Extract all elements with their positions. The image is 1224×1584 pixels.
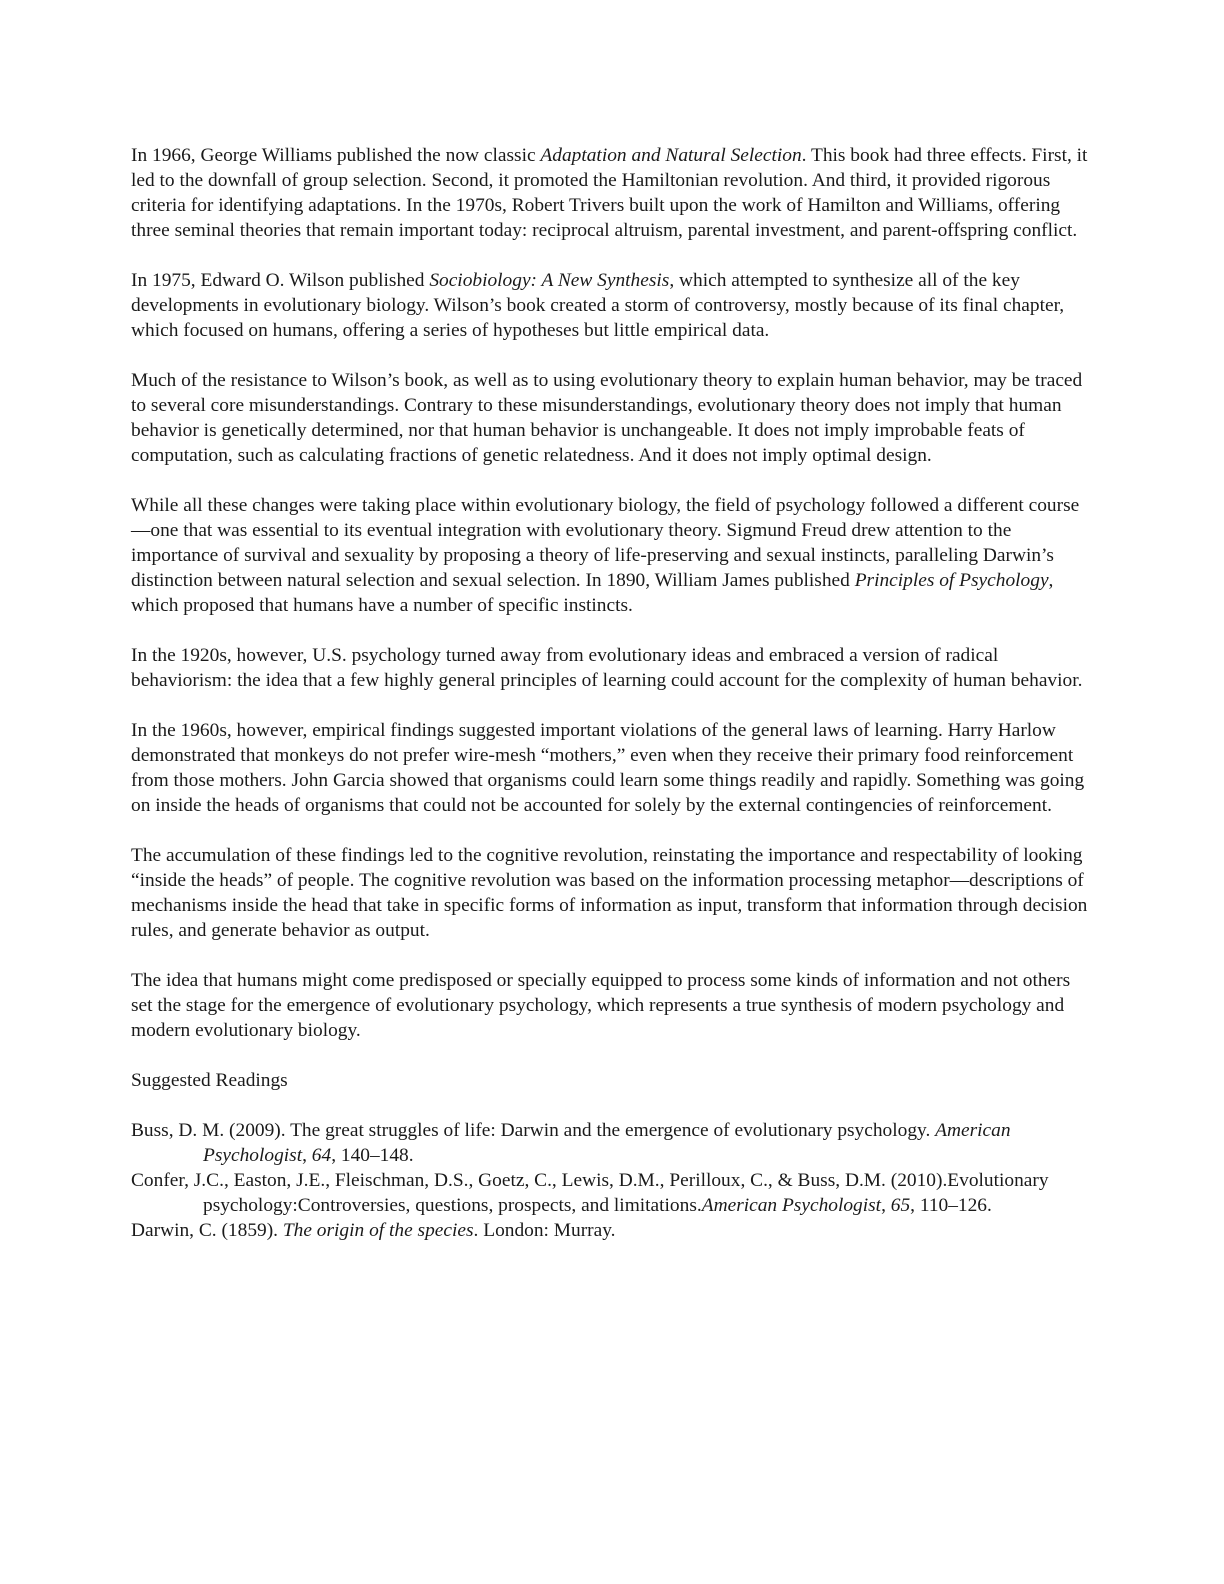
paragraph-text: In 1975, Edward O. Wilson published — [131, 270, 430, 291]
reference-text: , — [881, 1195, 891, 1216]
reference-text: Darwin, C. (1859). — [131, 1220, 283, 1241]
paragraph-evolutionary-psychology — [131, 968, 1093, 1043]
paragraph-text: In 1966, George Williams published the now classic — [131, 145, 541, 166]
paragraph-text: . This book had three effects. First, it led to the downfall of group selection. Second, it promoted the Hamiltonian revolution. And third, it provided rigorous criteria for identifying adaptations. In the 1970s, Robert Trivers built upon the work of Hamilton and Williams, offering three seminal theories that remain important today: reciprocal altruism, parental investment, and parent-offspring conflict. — [131, 145, 1088, 241]
journal-name: American Psychologist — [701, 1195, 882, 1216]
suggested-readings-heading: Suggested Readings — [131, 1070, 288, 1091]
volume-number: 65 — [890, 1195, 911, 1216]
reference-text: , 140–148. — [331, 1145, 414, 1166]
journal-name: American Psychologist — [203, 1120, 1011, 1166]
book-title: Principles of Psychology — [854, 570, 1049, 591]
reference-buss-2009 — [131, 1118, 1093, 1168]
document-page — [131, 143, 1093, 1243]
reference-list — [131, 1118, 1093, 1243]
book-title: The origin of the species — [282, 1220, 474, 1241]
paragraph-text: The accumulation of these findings led to the cognitive revolution, reinstating the importance and respectability of looking “inside the heads” of people. The cognitive revolution was based on the information processing metaphor—descriptions of mechanisms inside the head that take in specific forms of information as input, transform that information through decision rules, and generate behavior as output. — [131, 845, 1088, 941]
reference-text: Confer, J.C., Easton, J.E., Fleischman, D.S., Goetz, C., Lewis, D.M., Perilloux, C., & Buss, D.M. (2010).Evolutionary psychology:Controversies, questions, prospects, and limitations. — [131, 1170, 1049, 1216]
paragraph-harlow-garcia — [131, 718, 1093, 818]
paragraph-text: , which proposed that humans have a number of specific instincts. — [131, 570, 1054, 616]
paragraph-text: , which attempted to synthesize all of the key developments in evolutionary biology. Wilson’s book created a storm of controversy, mostly because of its final chapter, which focused on humans, offering a series of hypotheses but little empirical data. — [131, 270, 1065, 341]
paragraph-text: In the 1960s, however, empirical findings suggested important violations of the general laws of learning. Harry Harlow demonstrated that monkeys do not prefer wire-mesh “mothers,” even when they receive their primary food reinforcement from those mothers. John Garcia showed that organisms could learn some things readily and rapidly. Something was going on inside the heads of organisms that could not be accounted for solely by the external contingencies of reinforcement. — [131, 720, 1085, 816]
paragraph-freud-james — [131, 493, 1093, 618]
paragraph-misunderstandings — [131, 368, 1093, 468]
paragraph-text: The idea that humans might come predisposed or specially equipped to process some kinds of information and not others set the stage for the emergence of evolutionary psychology, which represents a true synthesis of modern psychology and modern evolutionary biology. — [131, 970, 1071, 1041]
volume-number: 64 — [311, 1145, 332, 1166]
paragraph-text: While all these changes were taking place within evolutionary biology, the field of psychology followed a different course—one that was essential to its eventual integration with evolutionary theory. Sigmund Freud drew attention to the importance of survival and sexuality by proposing a theory of life-preserving and sexual instincts, paralleling Darwin’s distinction between natural selection and sexual selection. In 1890, William James published — [131, 495, 1080, 591]
paragraph-behaviorism — [131, 643, 1093, 693]
paragraph-wilson-sociobiology — [131, 268, 1093, 343]
reference-confer-2010 — [131, 1168, 1093, 1218]
reference-text: , 110–126. — [910, 1195, 992, 1216]
reference-text: Buss, D. M. (2009). The great struggles of life: Darwin and the emergence of evolutionary psychology. — [131, 1120, 936, 1141]
paragraph-text: In the 1920s, however, U.S. psychology turned away from evolutionary ideas and embraced a version of radical behaviorism: the idea that a few highly general principles of learning could account for the complexity of human behavior. — [131, 645, 1083, 691]
book-title: Adaptation and Natural Selection — [540, 145, 802, 166]
reference-darwin-1859 — [131, 1218, 1093, 1243]
paragraph-text: Much of the resistance to Wilson’s book, as well as to using evolutionary theory to explain human behavior, may be traced to several core misunderstandings. Contrary to these misunderstandings, evolutionary theory does not imply that human behavior is genetically determined, nor that human behavior is unchangeable. It does not imply improbable feats of computation, such as calculating fractions of genetic relatedness. And it does not imply optimal design. — [131, 370, 1083, 466]
book-title: Sociobiology: A New Synthesis — [429, 270, 670, 291]
reference-text: . London: Murray. — [473, 1220, 616, 1241]
paragraph-williams-trivers — [131, 143, 1093, 243]
reference-text: , — [302, 1145, 312, 1166]
paragraph-cognitive-revolution — [131, 843, 1093, 943]
